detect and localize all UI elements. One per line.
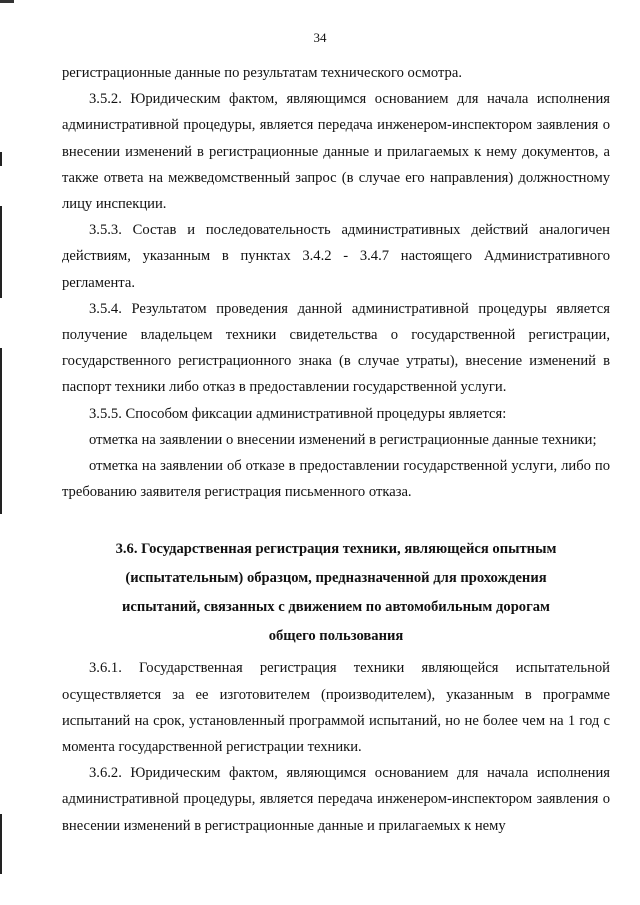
scan-margin-mark	[0, 814, 2, 874]
paragraph: отметка на заявлении об отказе в предоставлении государственной услуги, либо по требованию заявителя регистрация письменного отказа.	[62, 458, 610, 501]
section-heading-line: общего пользования	[268, 628, 404, 645]
paragraph: 3.5.5. Способом фиксации административной процедуры является:	[89, 405, 507, 422]
paragraph: 3.5.4. Результатом проведения данной административной процедуры является получение владельцем техники свидетельства о государственной регистрации, государственного регистрационного знака (в случае утраты), внесение изменений в паспорт техники либо отказ в предоставлении государственной услуги.	[62, 300, 610, 396]
scan-margin-mark	[0, 206, 2, 298]
paragraph: 3.6.1. Государственная регистрация техники являющейся испытательной осуществляется за ее изготовителем (производителем), указанным в программе испытаний на срок, установленный программой испытаний, но не более чем на 1 год с момента государственной регистрации техники.	[62, 660, 610, 756]
paragraph: 3.6.2. Юридическим фактом, являющимся основанием для начала исполнения административной процедуры, является передача инженером-инспектором заявления о внесении изменений в регистрационные данные и прилагаемых к нему	[62, 765, 610, 834]
paragraphs-after-section	[62, 655, 610, 838]
paragraph: регистрационные данные по результатам технического осмотра.	[62, 65, 462, 81]
page-number: 34	[313, 30, 327, 45]
section-heading-line: (испытательным) образцом, предназначенной для прохождения	[125, 570, 547, 587]
scan-margin-mark	[0, 348, 2, 514]
paragraph: 3.5.3. Состав и последовательность административных действий аналогичен действиям, указанным в пунктах 3.4.2 - 3.4.7 настоящего Административного регламента.	[62, 222, 610, 291]
document-body	[62, 60, 610, 839]
section-heading-line: 3.6. Государственная регистрация техники, являющейся опытным	[115, 541, 557, 558]
scan-margin-mark	[0, 152, 2, 166]
paragraph: 3.5.2. Юридическим фактом, являющимся основанием для начала исполнения административной процедуры, является передача инженером-инспектором заявления о внесении изменений в регистрационные данные и прилагаемых к нему документов, а также ответа на межведомственный запрос (в случае его направления) должностному лицу инспекции.	[62, 91, 610, 213]
section-heading-line: испытаний, связанных с движением по автомобильным дорогам	[122, 599, 550, 616]
paragraph: отметка на заявлении о внесении изменений в регистрационные данные техники;	[89, 431, 597, 448]
paragraphs-before-section	[62, 60, 610, 505]
scan-corner-mark	[0, 0, 14, 3]
section-heading	[62, 535, 610, 651]
